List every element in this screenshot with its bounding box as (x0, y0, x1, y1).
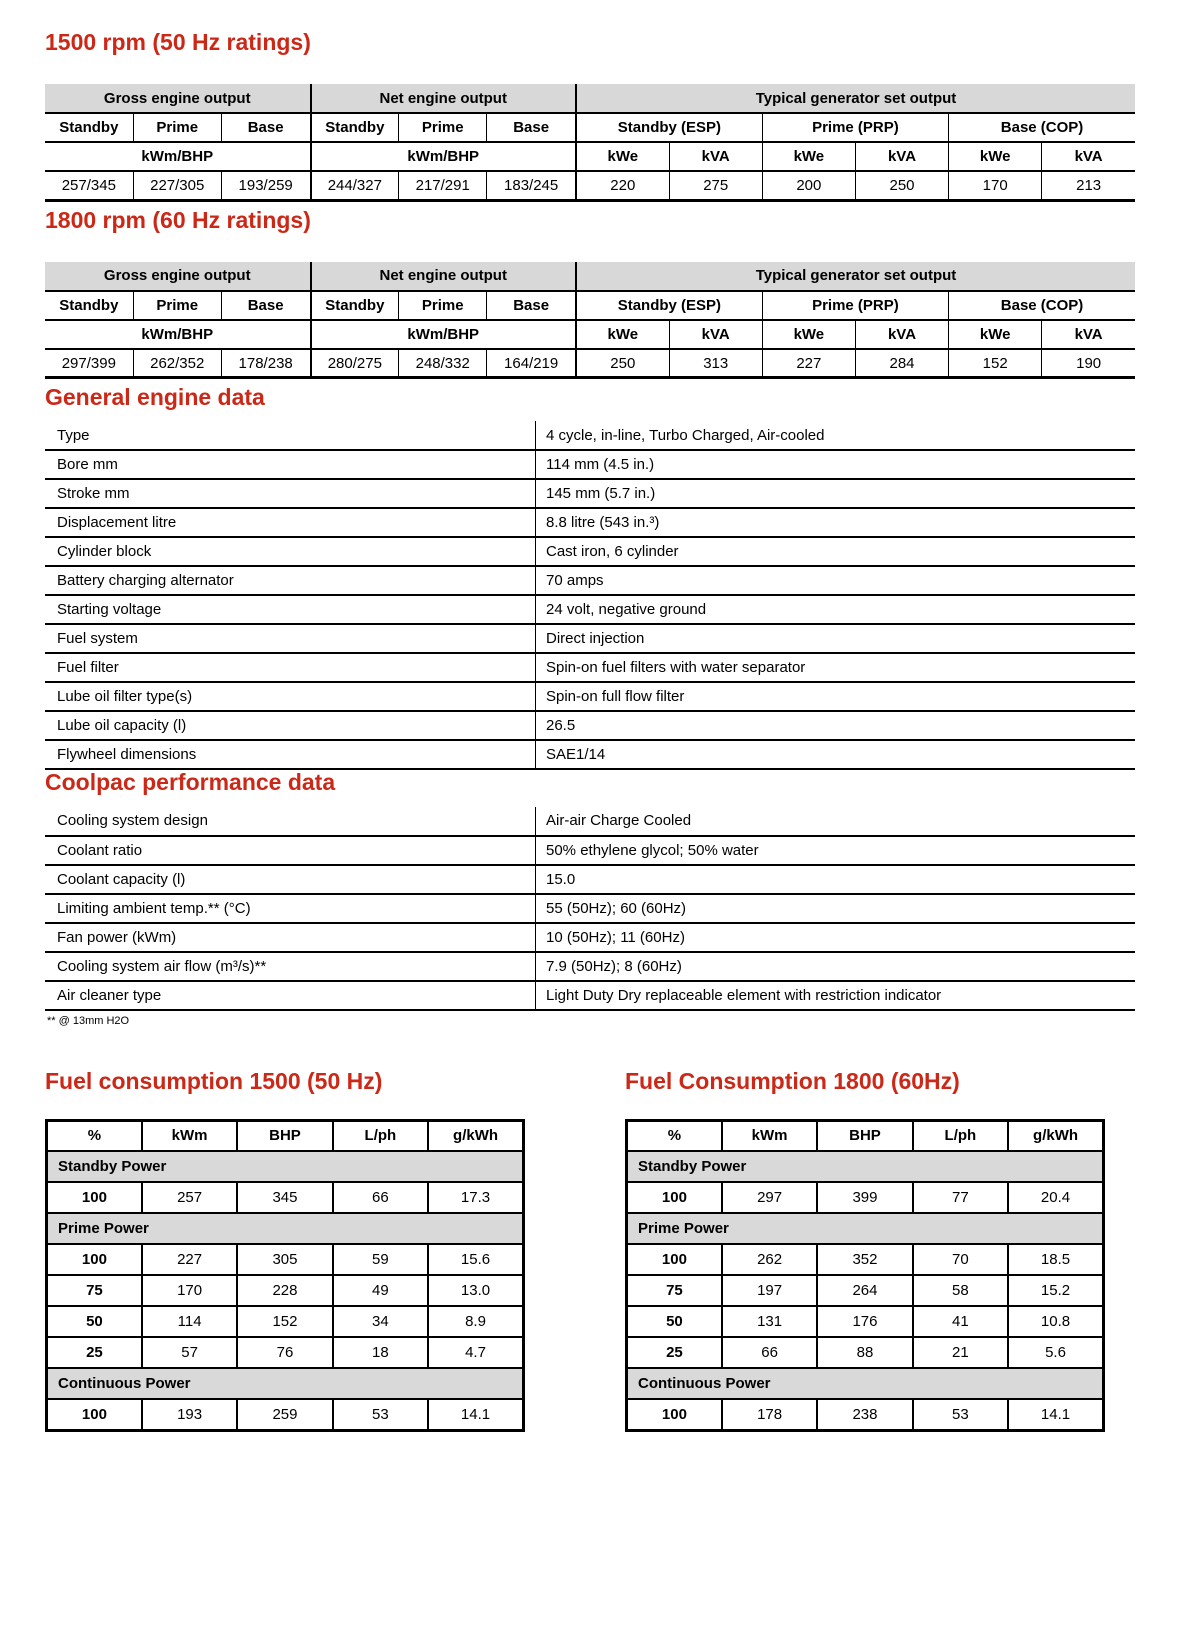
spec-value-cell: SAE1/14 (546, 746, 606, 764)
rating-value-cell: 152 (949, 349, 1042, 378)
spec-value-cell: Light Duty Dry replaceable element with restriction indicator (546, 986, 942, 1004)
fuel-section-header-cell: Continuous Power (47, 1368, 524, 1399)
fuel-value-cell: 15.2 (1008, 1275, 1103, 1306)
fuel-column-header-cell: kWm (142, 1120, 237, 1151)
spec-label-cell: Lube oil capacity (l) (45, 711, 536, 740)
fuel-value-cell: 18 (333, 1337, 428, 1368)
unit-header-cell: kVA (855, 142, 948, 171)
spec-label-cell: Flywheel dimensions (45, 740, 536, 769)
fuel-load-cell: 75 (627, 1275, 722, 1306)
spec-label-cell: Type (45, 421, 536, 450)
fuel-column-header-cell: L/ph (333, 1120, 428, 1151)
spec-value-cell: Cast iron, 6 cylinder (546, 543, 679, 561)
spec-row (45, 421, 1135, 450)
fuel-section-row (627, 1368, 1104, 1399)
fuel-data-row (627, 1182, 1104, 1213)
rating-value-cell: 250 (855, 171, 948, 200)
spec-label-cell: Lube oil filter type(s) (45, 682, 536, 711)
fuel-value-cell: 8.9 (428, 1306, 523, 1337)
fuel-section-header-cell: Standby Power (627, 1151, 1104, 1182)
column-header-cell: Standby (311, 113, 399, 142)
rating-value-cell: 313 (669, 349, 762, 378)
fuel-section-header-cell: Continuous Power (627, 1368, 1104, 1399)
column-header-cell: Standby (ESP) (576, 291, 762, 320)
unit-header-cell: kWe (576, 320, 669, 349)
ratings-group-header-row (45, 84, 1135, 113)
spec-value-cell: 26.5 (546, 717, 576, 735)
column-header-cell: Prime (PRP) (762, 291, 948, 320)
spec-label-cell: Fuel filter (45, 653, 536, 682)
rating-value-cell: 217/291 (399, 171, 487, 200)
fuel-value-cell: 193 (142, 1399, 237, 1430)
spec-row (45, 923, 1135, 952)
fuel-consumption-section (45, 1069, 1135, 1432)
ratings-unit-header-row (45, 142, 1135, 171)
fuel-data-row (627, 1337, 1104, 1368)
spec-value-cell: 114 mm (4.5 in.) (546, 456, 655, 474)
fuel-value-cell: 14.1 (428, 1399, 523, 1430)
fuel-1500-column (45, 1069, 525, 1432)
rating-value-cell: 190 (1076, 354, 1102, 372)
column-header-cell: Base (221, 291, 310, 320)
spec-row (45, 653, 1135, 682)
fuel-value-cell: 14.1 (1008, 1399, 1103, 1430)
unit-header-cell: kWm/BHP (45, 320, 311, 349)
fuel-value-cell: 70 (913, 1244, 1008, 1275)
fuel-data-row (627, 1244, 1104, 1275)
group-header-cell: Net engine output (311, 262, 576, 291)
spec-value-cell: 10 (50Hz); 11 (60Hz) (546, 928, 685, 946)
fuel-value-cell: 170 (142, 1275, 237, 1306)
rating-value-cell: 248/332 (399, 349, 487, 378)
fuel-value-cell: 13.0 (428, 1275, 523, 1306)
fuel-data-row (47, 1306, 524, 1337)
fuel-value-cell: 57 (142, 1337, 237, 1368)
spec-label-cell: Cooling system design (45, 807, 536, 836)
fuel-value-cell: 76 (237, 1337, 332, 1368)
spec-row (45, 952, 1135, 981)
column-header-cell: Standby (311, 291, 399, 320)
fuel-value-cell: 114 (142, 1306, 237, 1337)
spec-row (45, 508, 1135, 537)
fuel-1800-title: Fuel Consumption 1800 (60Hz) (625, 1067, 960, 1094)
fuel-load-cell: 100 (627, 1399, 722, 1430)
fuel-value-cell: 4.7 (428, 1337, 523, 1368)
fuel-column-header-cell: g/kWh (1008, 1120, 1103, 1151)
fuel-value-cell: 66 (333, 1182, 428, 1213)
spec-row (45, 894, 1135, 923)
fuel-value-cell: 131 (722, 1306, 817, 1337)
spec-row (45, 807, 1135, 836)
fuel-section-header-cell: Prime Power (47, 1213, 524, 1244)
spec-label-cell: Limiting ambient temp.** (°C) (45, 894, 536, 923)
spec-row (45, 595, 1135, 624)
spec-value-cell: 70 amps (546, 572, 604, 590)
unit-header-cell: kWe (762, 142, 855, 171)
spec-label-cell: Fan power (kWm) (45, 923, 536, 952)
rating-value-cell: 227 (762, 349, 855, 378)
general-engine-data-title: General engine data (45, 384, 265, 411)
spec-label-cell: Starting voltage (45, 595, 536, 624)
rating-value-cell: 170 (949, 171, 1042, 200)
fuel-data-row (47, 1399, 524, 1430)
spec-value-cell: 7.9 (50Hz); 8 (60Hz) (546, 957, 682, 975)
fuel-section-header-cell: Standby Power (47, 1151, 524, 1182)
column-header-cell: Standby (45, 291, 133, 320)
rating-value-cell: 227/305 (133, 171, 221, 200)
fuel-value-cell: 77 (913, 1182, 1008, 1213)
fuel-value-cell: 152 (237, 1306, 332, 1337)
rating-value-cell: 280/275 (311, 349, 399, 378)
group-header-cell: Net engine output (311, 84, 576, 113)
ratings-group-header-row (45, 262, 1135, 291)
fuel-section-row (627, 1213, 1104, 1244)
column-header-cell: Prime (133, 113, 221, 142)
unit-header-cell: kVA (669, 320, 762, 349)
fuel-data-row (47, 1337, 524, 1368)
fuel-value-cell: 15.6 (428, 1244, 523, 1275)
fuel-section-row (47, 1151, 524, 1182)
spec-value-cell: Spin-on full flow filter (546, 688, 685, 706)
fuel-value-cell: 58 (913, 1275, 1008, 1306)
rating-value-cell: 178/238 (221, 349, 310, 378)
spec-value-cell: Direct injection (546, 630, 645, 648)
fuel-value-cell: 264 (817, 1275, 912, 1306)
fuel-load-cell: 75 (47, 1275, 142, 1306)
fuel-section-header-cell: Prime Power (627, 1213, 1104, 1244)
rating-value-cell: 213 (1076, 176, 1102, 194)
spec-value-cell: Air-air Charge Cooled (546, 812, 692, 830)
spec-row (45, 740, 1135, 769)
rating-value-cell: 220 (576, 171, 669, 200)
fuel-column-header-cell: BHP (817, 1120, 912, 1151)
ratings-1500-title: 1500 rpm (50 Hz ratings) (45, 29, 311, 55)
fuel-value-cell: 345 (237, 1182, 332, 1213)
spec-label-cell: Cooling system air flow (m³/s)** (45, 952, 536, 981)
spec-value-cell: 15.0 (546, 870, 576, 888)
spec-value-cell: 50% ethylene glycol; 50% water (546, 841, 759, 859)
spec-label-cell: Fuel system (45, 624, 536, 653)
fuel-load-cell: 100 (47, 1244, 142, 1275)
fuel-table-1500 (45, 1119, 525, 1432)
spec-label-cell: Coolant ratio (45, 836, 536, 865)
fuel-load-cell: 100 (47, 1182, 142, 1213)
ratings-values-row (45, 171, 1135, 200)
rating-value-cell: 284 (855, 349, 948, 378)
fuel-column-header-cell: BHP (237, 1120, 332, 1151)
rating-value-cell: 250 (576, 349, 669, 378)
unit-header-cell: kVA (669, 142, 762, 171)
coolpac-performance-data-table (45, 807, 1135, 1011)
unit-header-cell: kWe (762, 320, 855, 349)
fuel-load-cell: 50 (47, 1306, 142, 1337)
spec-value-cell: 24 volt, negative ground (546, 601, 707, 619)
column-header-cell: Standby (ESP) (576, 113, 762, 142)
fuel-value-cell: 262 (722, 1244, 817, 1275)
ratings-column-header-row (45, 113, 1135, 142)
fuel-value-cell: 17.3 (428, 1182, 523, 1213)
column-header-cell: Base (487, 113, 576, 142)
rating-value-cell: 183/245 (487, 171, 576, 200)
rating-value-cell: 275 (669, 171, 762, 200)
column-header-cell: Base (COP) (1000, 119, 1084, 137)
spec-value-cell: 4 cycle, in-line, Turbo Charged, Air-cooled (546, 426, 825, 444)
fuel-table-1800 (625, 1119, 1105, 1432)
fuel-load-cell: 100 (627, 1182, 722, 1213)
fuel-column-header-cell: g/kWh (428, 1120, 523, 1151)
spec-label-cell: Stroke mm (45, 479, 536, 508)
unit-header-cell: kWm/BHP (311, 320, 576, 349)
ratings-values-row (45, 349, 1135, 378)
fuel-section-row (627, 1151, 1104, 1182)
ratings-1800-title: 1800 rpm (60 Hz ratings) (45, 206, 311, 233)
spec-label-cell: Cylinder block (45, 537, 536, 566)
spec-row (45, 836, 1135, 865)
fuel-data-row (47, 1244, 524, 1275)
unit-header-cell: kWe (949, 142, 1042, 171)
fuel-value-cell: 259 (237, 1399, 332, 1430)
fuel-value-cell: 53 (333, 1399, 428, 1430)
spec-row (45, 479, 1135, 508)
unit-header-cell: kVA (1074, 148, 1103, 166)
fuel-value-cell: 227 (142, 1244, 237, 1275)
column-header-cell: Prime (399, 291, 487, 320)
rating-value-cell: 297/399 (45, 349, 133, 378)
fuel-value-cell: 41 (913, 1306, 1008, 1337)
fuel-value-cell: 228 (237, 1275, 332, 1306)
fuel-column-header-cell: % (47, 1120, 142, 1151)
unit-header-cell: kWm/BHP (311, 142, 576, 171)
rating-value-cell: 200 (762, 171, 855, 200)
spec-label-cell: Battery charging alternator (45, 566, 536, 595)
rating-value-cell: 262/352 (133, 349, 221, 378)
spec-row (45, 537, 1135, 566)
ratings-table-1800 (45, 262, 1135, 380)
spec-row (45, 624, 1135, 653)
fuel-value-cell: 18.5 (1008, 1244, 1103, 1275)
spec-row (45, 450, 1135, 479)
unit-header-cell: kWe (576, 142, 669, 171)
rating-value-cell: 244/327 (311, 171, 399, 200)
column-header-cell: Prime (133, 291, 221, 320)
spec-label-cell: Air cleaner type (45, 981, 536, 1010)
column-header-cell: Standby (45, 113, 133, 142)
spec-label-cell: Coolant capacity (l) (45, 865, 536, 894)
ratings-column-header-row (45, 291, 1135, 320)
spec-value-cell: 145 mm (5.7 in.) (546, 485, 656, 503)
ratings-table-1500 (45, 84, 1135, 202)
group-header-cell: Gross engine output (45, 262, 311, 291)
fuel-data-row (627, 1399, 1104, 1430)
unit-header-cell: kVA (1074, 325, 1103, 343)
spec-value-cell: Spin-on fuel filters with water separator (546, 659, 806, 677)
general-engine-data-table (45, 421, 1135, 770)
fuel-value-cell: 10.8 (1008, 1306, 1103, 1337)
fuel-data-row (47, 1275, 524, 1306)
spec-value-cell: 55 (50Hz); 60 (60Hz) (546, 899, 687, 917)
column-header-cell: Prime (PRP) (762, 113, 948, 142)
fuel-value-cell: 59 (333, 1244, 428, 1275)
ratings-unit-header-row (45, 320, 1135, 349)
fuel-section-row (47, 1368, 524, 1399)
spec-label-cell: Bore mm (45, 450, 536, 479)
fuel-value-cell: 5.6 (1008, 1337, 1103, 1368)
column-header-cell: Base (487, 291, 576, 320)
group-header-cell: Typical generator set output (576, 262, 1135, 291)
rating-value-cell: 193/259 (221, 171, 310, 200)
fuel-value-cell: 197 (722, 1275, 817, 1306)
fuel-value-cell: 297 (722, 1182, 817, 1213)
spec-value-cell: 8.8 litre (543 in.³) (546, 514, 660, 532)
fuel-value-cell: 20.4 (1008, 1182, 1103, 1213)
column-header-cell: Base (COP) (1000, 296, 1084, 314)
spec-row (45, 865, 1135, 894)
fuel-section-row (47, 1213, 524, 1244)
fuel-column-header-cell: % (627, 1120, 722, 1151)
coolpac-performance-data-title: Coolpac performance data (45, 769, 336, 796)
fuel-value-cell: 88 (817, 1337, 912, 1368)
rating-value-cell: 257/345 (45, 171, 133, 200)
rating-value-cell: 164/219 (487, 349, 576, 378)
fuel-header-row (47, 1120, 524, 1151)
group-header-cell: Typical generator set output (576, 84, 1135, 113)
fuel-header-row (627, 1120, 1104, 1151)
fuel-data-row (627, 1275, 1104, 1306)
fuel-value-cell: 399 (817, 1182, 912, 1213)
fuel-column-header-cell: L/ph (913, 1120, 1008, 1151)
fuel-data-row (47, 1182, 524, 1213)
column-header-cell: Prime (399, 113, 487, 142)
fuel-value-cell: 49 (333, 1275, 428, 1306)
fuel-column-header-cell: kWm (722, 1120, 817, 1151)
spec-row (45, 682, 1135, 711)
spec-label-cell: Displacement litre (45, 508, 536, 537)
fuel-value-cell: 257 (142, 1182, 237, 1213)
fuel-data-row (627, 1306, 1104, 1337)
spec-row (45, 981, 1135, 1010)
group-header-cell: Gross engine output (45, 84, 311, 113)
fuel-load-cell: 50 (627, 1306, 722, 1337)
unit-header-cell: kWm/BHP (45, 142, 311, 171)
fuel-value-cell: 305 (237, 1244, 332, 1275)
fuel-load-cell: 100 (627, 1244, 722, 1275)
unit-header-cell: kVA (855, 320, 948, 349)
fuel-value-cell: 238 (817, 1399, 912, 1430)
fuel-value-cell: 53 (913, 1399, 1008, 1430)
fuel-load-cell: 25 (627, 1337, 722, 1368)
fuel-value-cell: 66 (722, 1337, 817, 1368)
unit-header-cell: kWe (949, 320, 1042, 349)
fuel-value-cell: 178 (722, 1399, 817, 1430)
fuel-value-cell: 176 (817, 1306, 912, 1337)
coolpac-footnote: ** @ 13mm H2O (47, 1014, 130, 1027)
fuel-value-cell: 34 (333, 1306, 428, 1337)
fuel-value-cell: 21 (913, 1337, 1008, 1368)
fuel-1800-column (625, 1069, 1105, 1432)
column-header-cell: Base (221, 113, 310, 142)
fuel-value-cell: 352 (817, 1244, 912, 1275)
fuel-load-cell: 25 (47, 1337, 142, 1368)
fuel-load-cell: 100 (47, 1399, 142, 1430)
spec-row (45, 566, 1135, 595)
fuel-1500-title: Fuel consumption 1500 (50 Hz) (45, 1067, 383, 1094)
spec-row (45, 711, 1135, 740)
